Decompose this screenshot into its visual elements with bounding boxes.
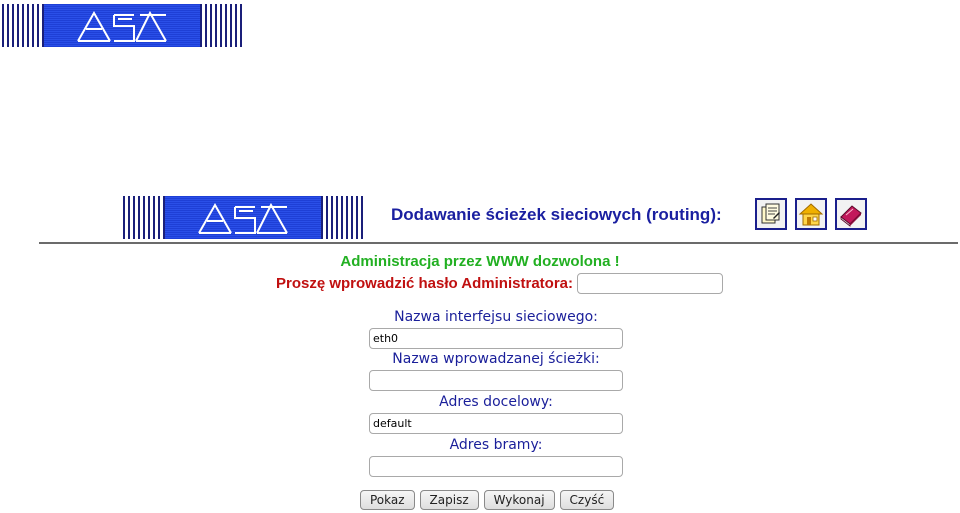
gateway-input[interactable]	[369, 456, 623, 477]
show-button[interactable]: Pokaz	[360, 490, 415, 510]
home-icon	[798, 201, 824, 227]
interface-input[interactable]	[369, 328, 623, 349]
save-button[interactable]: Zapisz	[420, 490, 479, 510]
interface-label: Nazwa interfejsu sieciowego:	[394, 309, 598, 325]
clear-button[interactable]: Czyść	[560, 490, 615, 510]
logo-stripes-left	[2, 4, 44, 47]
banner-logo	[2, 4, 244, 47]
home-button[interactable]	[795, 198, 827, 230]
logo-asa-icon	[76, 9, 168, 43]
password-label: Proszę wprowadzić hasło Administratora:	[275, 275, 573, 292]
action-buttons	[360, 490, 614, 510]
password-input[interactable]	[577, 273, 723, 294]
documents-icon	[759, 202, 783, 226]
gateway-label: Adres bramy:	[449, 437, 543, 453]
route-name-input[interactable]	[369, 370, 623, 391]
destination-input[interactable]	[369, 413, 623, 434]
destination-label: Adres docelowy:	[439, 394, 553, 410]
logo-stripes-right	[321, 196, 365, 239]
logo-asa-icon	[197, 201, 289, 235]
logo-stripes-right	[200, 4, 244, 47]
logo-emblem	[165, 196, 321, 239]
header-logo	[123, 196, 365, 239]
book-button[interactable]	[835, 198, 867, 230]
logo-emblem	[44, 4, 200, 47]
execute-button[interactable]: Wykonaj	[484, 490, 555, 510]
status-message: Administracja przez WWW dozwolona !	[340, 253, 620, 270]
route-name-label: Nazwa wprowadzanej ścieżki:	[392, 351, 600, 367]
logo-stripes-left	[123, 196, 165, 239]
documents-button[interactable]	[755, 198, 787, 230]
page-title: Dodawanie ścieżek sieciowych (routing):	[391, 205, 722, 224]
header-divider	[39, 242, 958, 244]
book-icon	[838, 201, 864, 227]
